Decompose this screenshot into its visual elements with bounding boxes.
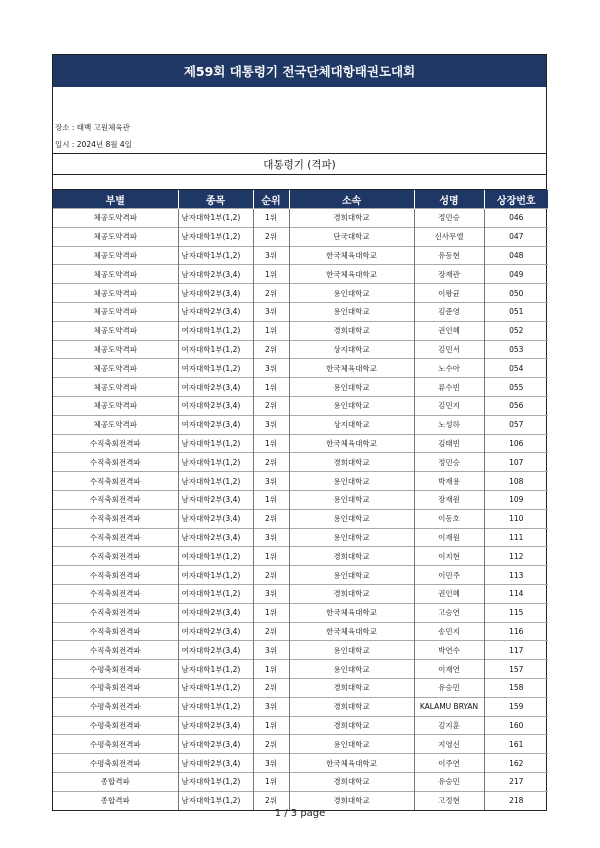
division-cell: 체공도약격파 bbox=[53, 396, 178, 415]
affiliation-cell: 단국대학교 bbox=[289, 227, 414, 246]
division-cell: 수직축회전격파 bbox=[53, 509, 178, 528]
event-cell: 여자대학2부(3,4) bbox=[178, 622, 253, 641]
event-cell: 남자대학1부(1,2) bbox=[178, 697, 253, 716]
rank-cell: 1위 bbox=[253, 265, 289, 284]
name-cell: 김지훈 bbox=[414, 716, 484, 735]
event-cell: 남자대학2부(3,4) bbox=[178, 528, 253, 547]
table-row bbox=[53, 378, 548, 397]
division-cell: 체공도약격파 bbox=[53, 415, 178, 434]
results-table bbox=[53, 190, 548, 810]
affiliation-cell: 한국체육대학교 bbox=[289, 265, 414, 284]
page-indicator: 1 / 3 page bbox=[274, 808, 326, 819]
rank-cell: 3위 bbox=[253, 641, 289, 660]
rank-cell: 2위 bbox=[253, 791, 289, 809]
event-cell: 남자대학1부(1,2) bbox=[178, 772, 253, 791]
affiliation-cell: 상지대학교 bbox=[289, 340, 414, 359]
document-title: 제59회 대통령기 전국단체대항태권도대회 bbox=[53, 55, 546, 87]
division-cell: 수평축회전격파 bbox=[53, 754, 178, 773]
name-cell: 신사무엘 bbox=[414, 227, 484, 246]
affiliation-cell: 상지대학교 bbox=[289, 415, 414, 434]
rank-cell: 1위 bbox=[253, 660, 289, 679]
rank-cell: 3위 bbox=[253, 528, 289, 547]
division-cell: 수직축회전격파 bbox=[53, 641, 178, 660]
division-cell: 체공도약격파 bbox=[53, 302, 178, 321]
division-cell: 수평축회전격파 bbox=[53, 735, 178, 754]
event-cell: 여자대학2부(3,4) bbox=[178, 641, 253, 660]
event-cell: 여자대학1부(1,2) bbox=[178, 584, 253, 603]
division-cell: 수직축회전격파 bbox=[53, 622, 178, 641]
certificate-no-cell: 157 bbox=[484, 660, 548, 679]
division-cell: 수직축회전격파 bbox=[53, 472, 178, 491]
certificate-no-cell: 050 bbox=[484, 284, 548, 303]
date-text: 일시 : 2024년 8월 4일 bbox=[55, 140, 132, 149]
affiliation-cell: 경희대학교 bbox=[289, 716, 414, 735]
name-cell: 고승연 bbox=[414, 603, 484, 622]
column-header: 부별 bbox=[53, 190, 178, 209]
event-cell: 남자대학2부(3,4) bbox=[178, 716, 253, 735]
name-cell: 김준영 bbox=[414, 302, 484, 321]
table-row bbox=[53, 453, 548, 472]
affiliation-cell: 경희대학교 bbox=[289, 547, 414, 566]
division-cell: 수평축회전격파 bbox=[53, 678, 178, 697]
rank-cell: 1위 bbox=[253, 603, 289, 622]
rank-cell: 2위 bbox=[253, 284, 289, 303]
event-cell: 남자대학1부(1,2) bbox=[178, 246, 253, 265]
name-cell: 송민지 bbox=[414, 622, 484, 641]
table-row bbox=[53, 265, 548, 284]
table-row bbox=[53, 697, 548, 716]
rank-cell: 3위 bbox=[253, 697, 289, 716]
affiliation-cell: 한국체육대학교 bbox=[289, 434, 414, 453]
division-cell: 체공도약격파 bbox=[53, 284, 178, 303]
name-cell: 박연수 bbox=[414, 641, 484, 660]
event-cell: 남자대학1부(1,2) bbox=[178, 660, 253, 679]
rank-cell: 1위 bbox=[253, 209, 289, 228]
rank-cell: 2위 bbox=[253, 453, 289, 472]
event-cell: 남자대학2부(3,4) bbox=[178, 284, 253, 303]
name-cell: 유승민 bbox=[414, 678, 484, 697]
table-row bbox=[53, 321, 548, 340]
certificate-no-cell: 055 bbox=[484, 378, 548, 397]
certificate-no-cell: 110 bbox=[484, 509, 548, 528]
certificate-no-cell: 052 bbox=[484, 321, 548, 340]
certificate-no-cell: 162 bbox=[484, 754, 548, 773]
table-row bbox=[53, 622, 548, 641]
division-cell: 체공도약격파 bbox=[53, 265, 178, 284]
table-row bbox=[53, 472, 548, 491]
certificate-no-cell: 054 bbox=[484, 359, 548, 378]
name-cell: 정민승 bbox=[414, 453, 484, 472]
division-cell: 수평축회전격파 bbox=[53, 697, 178, 716]
division-cell: 수평축회전격파 bbox=[53, 716, 178, 735]
column-header: 소속 bbox=[289, 190, 414, 209]
event-cell: 남자대학2부(3,4) bbox=[178, 735, 253, 754]
certificate-no-cell: 053 bbox=[484, 340, 548, 359]
table-row bbox=[53, 209, 548, 228]
certificate-no-cell: 114 bbox=[484, 584, 548, 603]
name-cell: 이재원 bbox=[414, 528, 484, 547]
certificate-no-cell: 116 bbox=[484, 622, 548, 641]
name-cell: 이민주 bbox=[414, 566, 484, 585]
affiliation-cell: 용인대학교 bbox=[289, 566, 414, 585]
table-row bbox=[53, 641, 548, 660]
table-row bbox=[53, 396, 548, 415]
event-cell: 여자대학2부(3,4) bbox=[178, 415, 253, 434]
event-cell: 남자대학2부(3,4) bbox=[178, 265, 253, 284]
table-row bbox=[53, 735, 548, 754]
event-cell: 남자대학1부(1,2) bbox=[178, 791, 253, 809]
certificate-no-cell: 111 bbox=[484, 528, 548, 547]
table-row bbox=[53, 227, 548, 246]
division-cell: 종합격파 bbox=[53, 791, 178, 809]
name-cell: 이주연 bbox=[414, 754, 484, 773]
division-cell: 수직축회전격파 bbox=[53, 453, 178, 472]
affiliation-cell: 경희대학교 bbox=[289, 321, 414, 340]
affiliation-cell: 한국체육대학교 bbox=[289, 603, 414, 622]
table-row bbox=[53, 660, 548, 679]
affiliation-cell: 용인대학교 bbox=[289, 396, 414, 415]
affiliation-cell: 용인대학교 bbox=[289, 302, 414, 321]
certificate-no-cell: 115 bbox=[484, 603, 548, 622]
table-row bbox=[53, 791, 548, 809]
affiliation-cell: 용인대학교 bbox=[289, 472, 414, 491]
affiliation-cell: 용인대학교 bbox=[289, 735, 414, 754]
results-sheet bbox=[52, 54, 547, 811]
table-row bbox=[53, 547, 548, 566]
affiliation-cell: 경희대학교 bbox=[289, 772, 414, 791]
affiliation-cell: 한국체육대학교 bbox=[289, 359, 414, 378]
name-cell: 박재용 bbox=[414, 472, 484, 491]
event-cell: 여자대학1부(1,2) bbox=[178, 340, 253, 359]
event-cell: 남자대학2부(3,4) bbox=[178, 302, 253, 321]
event-cell: 남자대학2부(3,4) bbox=[178, 754, 253, 773]
certificate-no-cell: 051 bbox=[484, 302, 548, 321]
division-cell: 수직축회전격파 bbox=[53, 490, 178, 509]
name-cell: 권인혜 bbox=[414, 584, 484, 603]
name-cell: 장재원 bbox=[414, 490, 484, 509]
certificate-no-cell: 217 bbox=[484, 772, 548, 791]
affiliation-cell: 용인대학교 bbox=[289, 284, 414, 303]
name-cell: 고정현 bbox=[414, 791, 484, 809]
name-cell: KALAMU BRYAN bbox=[414, 697, 484, 716]
rank-cell: 1위 bbox=[253, 321, 289, 340]
rank-cell: 3위 bbox=[253, 472, 289, 491]
affiliation-cell: 경희대학교 bbox=[289, 209, 414, 228]
rank-cell: 3위 bbox=[253, 754, 289, 773]
event-cell: 남자대학1부(1,2) bbox=[178, 472, 253, 491]
division-cell: 체공도약격파 bbox=[53, 246, 178, 265]
affiliation-cell: 경희대학교 bbox=[289, 678, 414, 697]
affiliation-cell: 한국체육대학교 bbox=[289, 246, 414, 265]
column-header: 순위 bbox=[253, 190, 289, 209]
table-row bbox=[53, 302, 548, 321]
venue-text: 장소 : 태백 고원체육관 bbox=[55, 123, 130, 132]
spacer-row bbox=[53, 175, 546, 190]
table-row bbox=[53, 340, 548, 359]
certificate-no-cell: 046 bbox=[484, 209, 548, 228]
rank-cell: 2위 bbox=[253, 566, 289, 585]
certificate-no-cell: 106 bbox=[484, 434, 548, 453]
affiliation-cell: 경희대학교 bbox=[289, 453, 414, 472]
rank-cell: 3위 bbox=[253, 246, 289, 265]
rank-cell: 1위 bbox=[253, 490, 289, 509]
rank-cell: 2위 bbox=[253, 227, 289, 246]
certificate-no-cell: 048 bbox=[484, 246, 548, 265]
affiliation-cell: 용인대학교 bbox=[289, 490, 414, 509]
section-subtitle: 대통령기 (격파) bbox=[53, 154, 546, 175]
certificate-no-cell: 159 bbox=[484, 697, 548, 716]
certificate-no-cell: 107 bbox=[484, 453, 548, 472]
name-cell: 유동현 bbox=[414, 246, 484, 265]
event-info bbox=[53, 87, 546, 154]
event-cell: 여자대학2부(3,4) bbox=[178, 603, 253, 622]
certificate-no-cell: 158 bbox=[484, 678, 548, 697]
column-header: 종목 bbox=[178, 190, 253, 209]
certificate-no-cell: 117 bbox=[484, 641, 548, 660]
rank-cell: 2위 bbox=[253, 509, 289, 528]
affiliation-cell: 용인대학교 bbox=[289, 660, 414, 679]
certificate-no-cell: 112 bbox=[484, 547, 548, 566]
table-row bbox=[53, 566, 548, 585]
name-cell: 지영신 bbox=[414, 735, 484, 754]
rank-cell: 2위 bbox=[253, 678, 289, 697]
affiliation-cell: 용인대학교 bbox=[289, 528, 414, 547]
rank-cell: 2위 bbox=[253, 340, 289, 359]
rank-cell: 1위 bbox=[253, 434, 289, 453]
name-cell: 유승민 bbox=[414, 772, 484, 791]
division-cell: 체공도약격파 bbox=[53, 227, 178, 246]
certificate-no-cell: 049 bbox=[484, 265, 548, 284]
name-cell: 김민서 bbox=[414, 340, 484, 359]
affiliation-cell: 경희대학교 bbox=[289, 791, 414, 809]
rank-cell: 3위 bbox=[253, 415, 289, 434]
affiliation-cell: 한국체육대학교 bbox=[289, 754, 414, 773]
division-cell: 종합격파 bbox=[53, 772, 178, 791]
name-cell: 권인혜 bbox=[414, 321, 484, 340]
name-cell: 이지현 bbox=[414, 547, 484, 566]
table-row bbox=[53, 772, 548, 791]
rank-cell: 3위 bbox=[253, 359, 289, 378]
event-cell: 여자대학1부(1,2) bbox=[178, 566, 253, 585]
division-cell: 체공도약격파 bbox=[53, 340, 178, 359]
certificate-no-cell: 109 bbox=[484, 490, 548, 509]
affiliation-cell: 용인대학교 bbox=[289, 509, 414, 528]
name-cell: 정민승 bbox=[414, 209, 484, 228]
affiliation-cell: 용인대학교 bbox=[289, 641, 414, 660]
column-header: 상장번호 bbox=[484, 190, 548, 209]
affiliation-cell: 경희대학교 bbox=[289, 584, 414, 603]
table-row bbox=[53, 434, 548, 453]
division-cell: 체공도약격파 bbox=[53, 359, 178, 378]
event-cell: 여자대학1부(1,2) bbox=[178, 321, 253, 340]
table-row bbox=[53, 754, 548, 773]
event-cell: 여자대학2부(3,4) bbox=[178, 378, 253, 397]
division-cell: 체공도약격파 bbox=[53, 321, 178, 340]
table-row bbox=[53, 415, 548, 434]
rank-cell: 2위 bbox=[253, 735, 289, 754]
rank-cell: 1위 bbox=[253, 547, 289, 566]
event-cell: 남자대학1부(1,2) bbox=[178, 227, 253, 246]
certificate-no-cell: 160 bbox=[484, 716, 548, 735]
table-row bbox=[53, 678, 548, 697]
division-cell: 수직축회전격파 bbox=[53, 584, 178, 603]
event-cell: 남자대학2부(3,4) bbox=[178, 509, 253, 528]
name-cell: 장재관 bbox=[414, 265, 484, 284]
certificate-no-cell: 113 bbox=[484, 566, 548, 585]
event-cell: 여자대학1부(1,2) bbox=[178, 359, 253, 378]
certificate-no-cell: 218 bbox=[484, 791, 548, 809]
event-cell: 남자대학1부(1,2) bbox=[178, 453, 253, 472]
rank-cell: 1위 bbox=[253, 716, 289, 735]
table-row bbox=[53, 716, 548, 735]
division-cell: 수직축회전격파 bbox=[53, 566, 178, 585]
name-cell: 이왕균 bbox=[414, 284, 484, 303]
division-cell: 체공도약격파 bbox=[53, 378, 178, 397]
table-row bbox=[53, 509, 548, 528]
division-cell: 수직축회전격파 bbox=[53, 434, 178, 453]
column-header: 성명 bbox=[414, 190, 484, 209]
event-cell: 남자대학2부(3,4) bbox=[178, 490, 253, 509]
certificate-no-cell: 047 bbox=[484, 227, 548, 246]
certificate-no-cell: 161 bbox=[484, 735, 548, 754]
event-cell: 여자대학2부(3,4) bbox=[178, 396, 253, 415]
certificate-no-cell: 057 bbox=[484, 415, 548, 434]
table-row bbox=[53, 246, 548, 265]
table-header-row bbox=[53, 190, 548, 209]
affiliation-cell: 용인대학교 bbox=[289, 378, 414, 397]
certificate-no-cell: 056 bbox=[484, 396, 548, 415]
division-cell: 수직축회전격파 bbox=[53, 603, 178, 622]
table-row bbox=[53, 603, 548, 622]
table-row bbox=[53, 284, 548, 303]
division-cell: 수평축회전격파 bbox=[53, 660, 178, 679]
name-cell: 김태빈 bbox=[414, 434, 484, 453]
affiliation-cell: 한국체육대학교 bbox=[289, 622, 414, 641]
table-row bbox=[53, 584, 548, 603]
table-row bbox=[53, 490, 548, 509]
division-cell: 체공도약격파 bbox=[53, 209, 178, 228]
division-cell: 수직축회전격파 bbox=[53, 547, 178, 566]
name-cell: 김민지 bbox=[414, 396, 484, 415]
table-row bbox=[53, 528, 548, 547]
event-cell: 남자대학1부(1,2) bbox=[178, 434, 253, 453]
division-cell: 수직축회전격파 bbox=[53, 528, 178, 547]
name-cell: 이동호 bbox=[414, 509, 484, 528]
certificate-no-cell: 108 bbox=[484, 472, 548, 491]
table-row bbox=[53, 359, 548, 378]
rank-cell: 1위 bbox=[253, 772, 289, 791]
event-cell: 여자대학1부(1,2) bbox=[178, 547, 253, 566]
table-body bbox=[53, 209, 548, 810]
name-cell: 류수빈 bbox=[414, 378, 484, 397]
affiliation-cell: 경희대학교 bbox=[289, 697, 414, 716]
rank-cell: 3위 bbox=[253, 584, 289, 603]
rank-cell: 1위 bbox=[253, 378, 289, 397]
rank-cell: 2위 bbox=[253, 622, 289, 641]
rank-cell: 3위 bbox=[253, 302, 289, 321]
name-cell: 노성하 bbox=[414, 415, 484, 434]
name-cell: 노수아 bbox=[414, 359, 484, 378]
event-cell: 남자대학1부(1,2) bbox=[178, 678, 253, 697]
name-cell: 이재연 bbox=[414, 660, 484, 679]
rank-cell: 2위 bbox=[253, 396, 289, 415]
event-cell: 남자대학1부(1,2) bbox=[178, 209, 253, 228]
